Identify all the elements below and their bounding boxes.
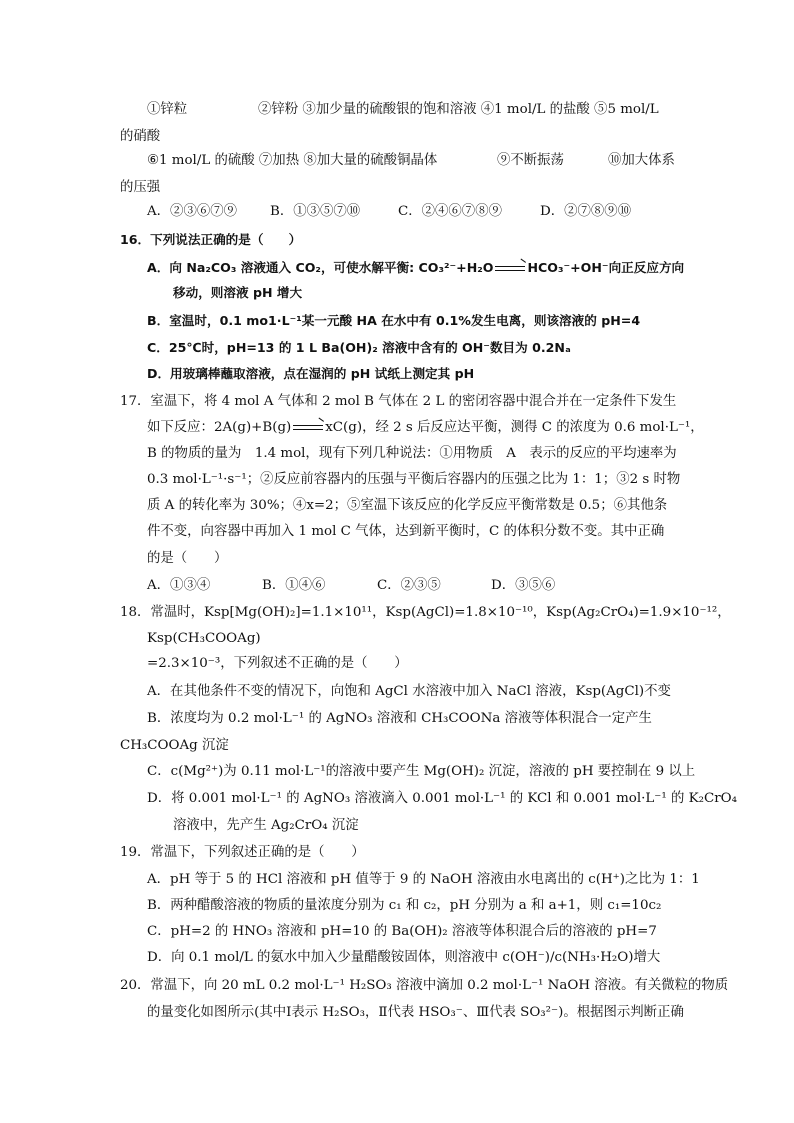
q15-line-3b: ⑨不断振荡 [497, 153, 564, 168]
q18-option-b-line1: B．浓度均为 0.2 mol·L⁻¹ 的 AgNO₃ 溶液和 CH₃COONa 溶液等体积混合一定产生 [147, 711, 652, 726]
q18-line-3: =2.3×10⁻³，下列叙述不正确的是（ ） [147, 656, 408, 671]
q18-option-b-line2: CH₃COOAg 沉淀 [120, 738, 229, 753]
q17-option-b: B．①④⑥ [262, 578, 326, 593]
q17-line-2 [147, 420, 704, 436]
q18-line-2: Ksp(CH₃COOAg) [147, 631, 261, 646]
q17-line-7: 的是（ ） [147, 551, 228, 566]
q16-option-b: B．室温时，0.1 mo1·L⁻¹某一元酸 HA 在水中有 0.1%发生电离，则该溶液的 pH=4 [147, 313, 641, 328]
equilibrium-arrow-icon [293, 423, 323, 433]
q15-line-3a: ⑥1 mol/L 的硫酸 ⑦加热 ⑧加大量的硫酸铜晶体 [147, 153, 438, 168]
q19-option-a: A．pH 等于 5 的 HCl 溶液和 pH 值等于 9 的 NaOH 溶液由水电离出的 c(H⁺)之比为 1：1 [147, 872, 700, 887]
q15-option-b: B．①③⑤⑦⑩ [270, 204, 361, 219]
q20-line-1: 20．常温下，向 20 mL 0.2 mol·L⁻¹ H₂SO₃ 溶液中滴加 0.2 mol·L⁻¹ NaOH 溶液。有关微粒的物质 [120, 978, 729, 993]
q15-line-4: 的压强 [120, 180, 161, 195]
q18-option-c: C．c(Mg²⁺)为 0.11 mol·L⁻¹的溶液中要产生 Mg(OH)₂ 沉淀，溶液的 pH 要控制在 9 以上 [147, 764, 696, 779]
q18-option-a: A．在其他条件不变的情况下，向饱和 AgCl 水溶液中加入 NaCl 溶液，Ksp(AgCl)不变 [147, 684, 671, 699]
q18-option-d-line2: 溶液中，先产生 Ag₂CrO₄ 沉淀 [173, 818, 359, 833]
q17-option-d: D．③⑤⑥ [491, 578, 556, 593]
q16-option-c: C．25℃时，pH=13 的 1 L Ba(OH)₂ 溶液中含有的 OH⁻数目为 0.2Nₐ [147, 340, 571, 355]
q15-line-3c: ⑩加大体系 [608, 153, 675, 168]
q15-line-1b: ②锌粉 ③加少量的硫酸银的饱和溶液 ④1 mol/L 的盐酸 ⑤5 mol/L [258, 102, 659, 117]
q16-option-a-line1 [147, 260, 684, 275]
q17-line-5: 质 A 的转化率为 30%；④x=2；⑤室温下该反应的化学反应平衡常数是 0.5；⑥其他条 [147, 498, 668, 513]
equilibrium-arrow-icon [495, 264, 525, 274]
q18-option-d-line1: D．将 0.001 mol·L⁻¹ 的 AgNO₃ 溶液滴入 0.001 mol·L⁻¹ 的 KCl 和 0.001 mol·L⁻¹ 的 K₂CrO₄ [147, 791, 737, 806]
q20-line-2: 的量变化如图所示(其中Ⅰ表示 H₂SO₃，Ⅱ代表 HSO₃⁻、Ⅲ代表 SO₃²⁻)。根据图示判断正确 [147, 1005, 684, 1020]
q15-option-a: A．②③⑥⑦⑨ [147, 204, 238, 219]
q15-option-d: D．②⑦⑧⑨⑩ [540, 204, 632, 219]
q19-option-d: D．向 0.1 mol/L 的氨水中加入少量醋酸铵固体，则溶液中 c(OH⁻)/c(NH₃·H₂O)增大 [147, 950, 661, 965]
q17-line-2-part2: xC(g)，经 2 s 后反应达平衡，测得 C 的浓度为 0.6 mol·L⁻¹， [325, 420, 704, 435]
q17-line-1: 17．室温下，将 4 mol A 气体和 2 mol B 气体在 2 L 的密闭容器中混合并在一定条件下发生 [120, 394, 677, 409]
q15-line-2: 的硝酸 [120, 129, 161, 144]
q19-stem: 19．常温下，下列叙述正确的是（ ） [120, 845, 365, 860]
q16-stem: 16．下列说法正确的是（ ） [120, 232, 302, 247]
q19-option-c: C．pH=2 的 HNO₃ 溶液和 pH=10 的 Ba(OH)₂ 溶液等体积混合后的溶液的 pH=7 [147, 924, 657, 939]
q16-a-part2: HCO₃⁻+OH⁻向正反应方向 [527, 260, 685, 275]
q17-line-3: B 的物质的量为 1.4 mol，现有下列几种说法：①用物质 A 表示的反应的平均速率为 [147, 446, 677, 461]
q16-option-d: D．用玻璃棒蘸取溶液，点在湿润的 pH 试纸上测定其 pH [147, 366, 475, 381]
q17-option-c: C．②③⑤ [377, 578, 441, 593]
q17-line-4: 0.3 mol·L⁻¹·s⁻¹；②反应前容器内的压强与平衡后容器内的压强之比为 1：1；③2 s 时物 [147, 472, 681, 487]
q17-line-6: 件不变，向容器中再加入 1 mol C 气体，达到新平衡时，C 的体积分数不变。其中正确 [147, 524, 665, 539]
q17-option-a: A．①③④ [147, 578, 211, 593]
q19-option-b: B．两种醋酸溶液的物质的量浓度分别为 c₁ 和 c₂，pH 分别为 a 和 a+1，则 c₁=10c₂ [147, 898, 662, 913]
q16-a-part1: A．向 Na₂CO₃ 溶液通入 CO₂，可使水解平衡: CO₃²⁻+H₂O [147, 260, 494, 275]
q18-line-1: 18．常温时，Ksp[Mg(OH)₂]=1.1×10¹¹，Ksp(AgCl)=1.8×10⁻¹⁰，Ksp(Ag₂CrO₄)=1.9×10⁻¹²， [120, 605, 731, 620]
q17-line-2-part1: 如下反应：2A(g)+B(g) [147, 420, 292, 435]
q15-line-1a: ①锌粒 [147, 102, 188, 117]
q15-option-c: C．②④⑥⑦⑧⑨ [398, 204, 502, 219]
q16-option-a-line2: 移动，则溶液 pH 增大 [173, 285, 303, 300]
